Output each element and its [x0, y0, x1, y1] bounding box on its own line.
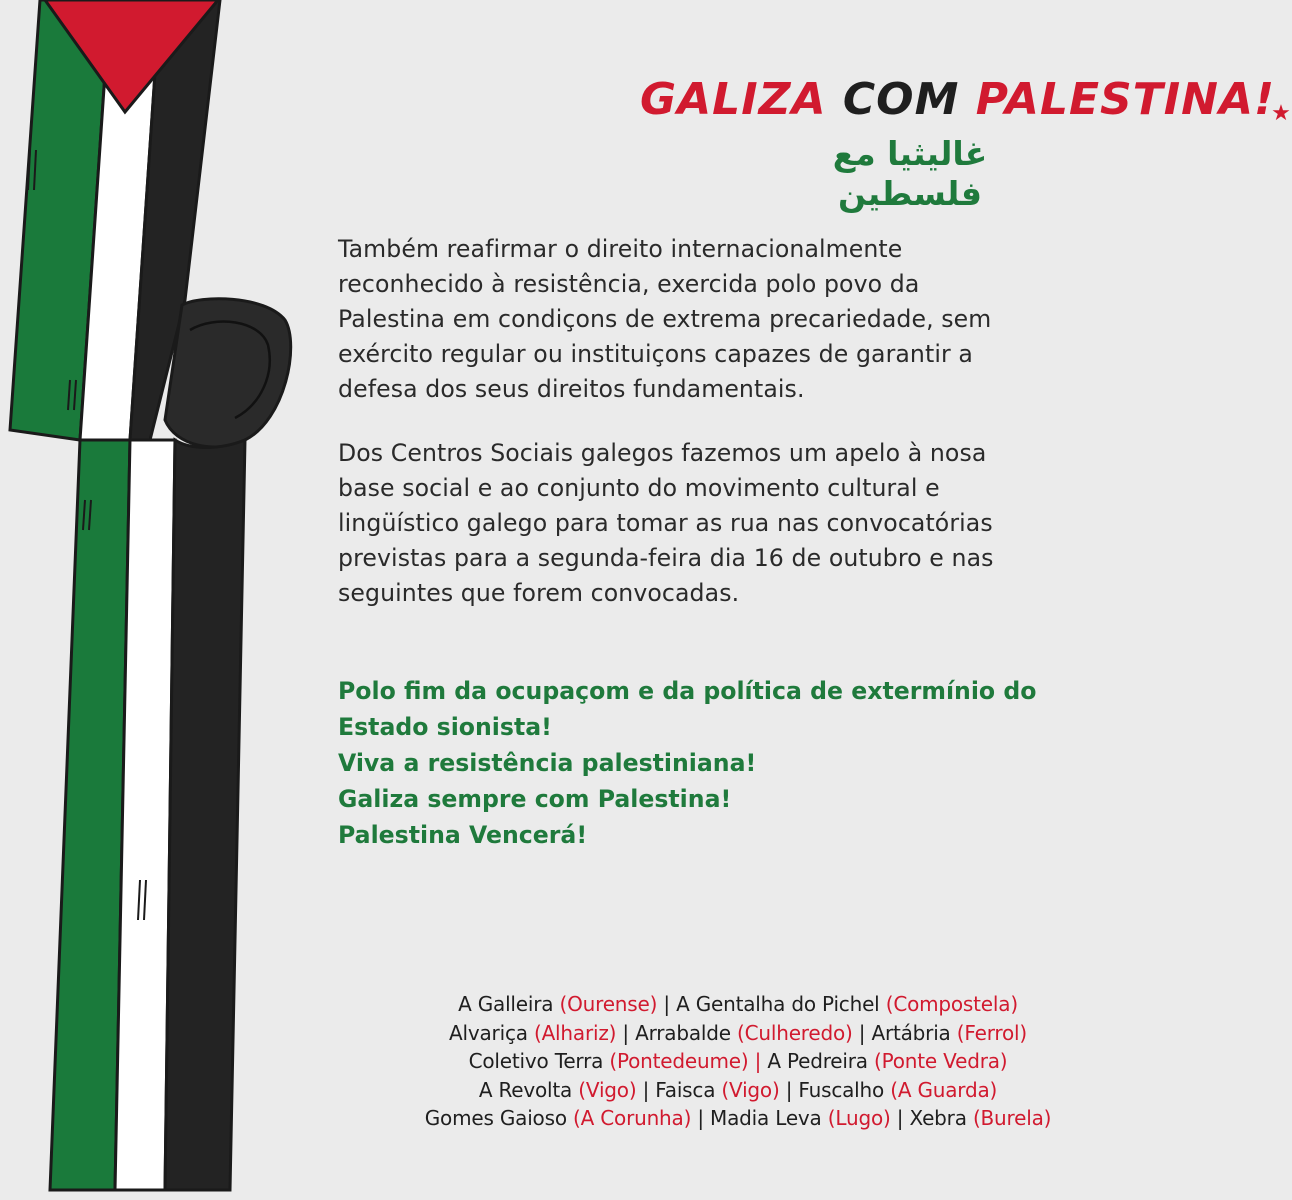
signatory-location: (Lugo): [827, 1106, 891, 1130]
signatory-name: Alvariça: [449, 1020, 528, 1045]
page-title: [640, 70, 1292, 144]
signatory-name: A Galleira: [458, 992, 554, 1016]
signatory-name: Coletivo Terra: [468, 1049, 604, 1073]
slogan-line: Estado sionista!: [338, 713, 552, 741]
paragraph-line: exército regular ou instituiçons capazes de garantir a: [338, 340, 973, 368]
signatory-location: (Alhariz): [533, 1020, 617, 1045]
paragraph-line: base social e ao conjunto do movimento cultural e: [338, 474, 940, 502]
signatory-location: (Vigo): [578, 1077, 637, 1102]
signatories-list: [338, 990, 1138, 1133]
slogans: [338, 673, 1158, 853]
paragraph-appeal: [338, 436, 1158, 611]
slogan-line: Polo fim da ocupaçom e da política de extermínio do: [338, 677, 1037, 705]
separator: |: [691, 1106, 711, 1130]
paragraph-line: defesa dos seus direitos fundamentais.: [338, 375, 805, 403]
signatories-line: [338, 1047, 1138, 1076]
separator: |: [636, 1077, 656, 1102]
signatories-line: [338, 1104, 1138, 1133]
signatory-location: (Culheredo): [737, 1020, 853, 1045]
title-block: [640, 70, 1292, 213]
star-icon: ★: [1271, 101, 1292, 126]
separator: |: [616, 1020, 636, 1045]
signatory-name: Arrabalde: [635, 1020, 731, 1045]
signatory-name: Madia Leva: [710, 1106, 822, 1130]
title-word-palestina: PALESTINA!: [975, 74, 1276, 125]
slogan-line: Galiza sempre com Palestina!: [338, 785, 732, 813]
signatory-name: A Pedreira: [767, 1049, 868, 1073]
signatory-location: (A Guarda): [890, 1077, 998, 1102]
title-word-galiza: GALIZA: [640, 74, 827, 125]
signatory-location: (Ponte Vedra): [874, 1049, 1008, 1073]
paragraph-line: Palestina em condiçons de extrema precariedade, sem: [338, 305, 992, 333]
slogan-line: Viva a resistência palestiniana!: [338, 749, 757, 777]
signatory-name: Xebra: [909, 1106, 967, 1130]
paragraph-line: lingüístico galego para tomar as rua nas convocatórias: [338, 509, 993, 537]
paragraph-resistance: [338, 232, 1158, 407]
slogan-line: Palestina Vencerá!: [338, 821, 588, 849]
signatory-name: A Revolta: [478, 1077, 573, 1102]
paragraph-line: Dos Centros Sociais galegos fazemos um apelo à nosa: [338, 439, 987, 467]
signatory-location: (Ourense): [559, 992, 658, 1016]
signatory-name: A Gentalha do Pichel: [676, 992, 880, 1016]
separator: |: [890, 1106, 910, 1130]
signatory-name: Gomes Gaioso: [424, 1106, 567, 1130]
paragraph-line: reconhecido à resistência, exercida polo povo da: [338, 270, 920, 298]
separator: |: [779, 1077, 799, 1102]
title-word-com: COM: [842, 74, 960, 125]
signatory-name: Faisca: [655, 1077, 716, 1102]
signatory-location: (Ferrol): [956, 1020, 1027, 1045]
palestine-flag-ribbon: [0, 0, 300, 1200]
signatories-line: [338, 1019, 1138, 1048]
signatories-line: [338, 1076, 1138, 1105]
signatories-line: [338, 990, 1138, 1019]
separator: |: [852, 1020, 872, 1045]
signatory-location: (A Corunha): [573, 1106, 692, 1130]
signatory-location: (Burela): [972, 1106, 1052, 1130]
paragraph-line: Também reafirmar o direito internacionalmente: [338, 235, 903, 263]
arabic-subtitle: غاليثيا مع فلسطين: [832, 134, 988, 213]
signatory-location: (Compostela): [885, 992, 1018, 1016]
ribbon-lower-black: [165, 440, 245, 1190]
signatory-location: (Pontedeume) |: [609, 1049, 762, 1073]
signatory-name: Artábria: [871, 1020, 951, 1045]
paragraph-line: previstas para a segunda-feira dia 16 de outubro e nas: [338, 544, 994, 572]
separator: |: [657, 992, 677, 1016]
paragraph-line: seguintes que forem convocadas.: [338, 579, 740, 607]
signatory-location: (Vigo): [721, 1077, 780, 1102]
signatory-name: Fuscalho: [798, 1077, 885, 1102]
